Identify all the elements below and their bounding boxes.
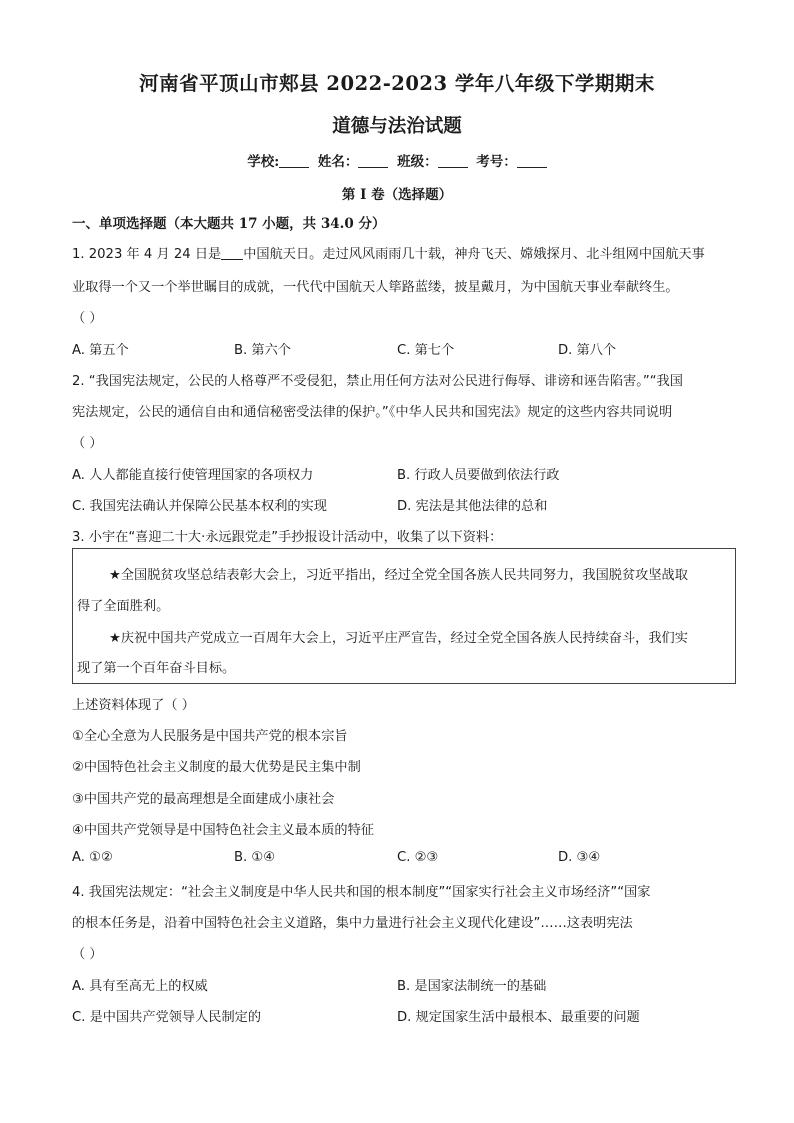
q4-option-b: B. 是国家法制统一的基础 bbox=[397, 979, 547, 994]
q3-option-b: B. ①④ bbox=[234, 850, 276, 865]
part-heading: 第 I 卷（选择题） bbox=[341, 187, 453, 203]
q2-option-d: D. 宪法是其他法律的总和 bbox=[397, 499, 548, 514]
school-blank bbox=[279, 155, 309, 168]
q3-material-box bbox=[72, 548, 736, 684]
exam-number-blank bbox=[517, 155, 547, 168]
q3-intro: 3. 小宇在“喜迎二十大·永远跟党走”手抄报设计活动中，收集了以下资料： bbox=[72, 530, 503, 545]
q3-option-c: C. ②③ bbox=[397, 850, 439, 865]
q2-paren: （ ） bbox=[72, 436, 103, 451]
q2-line1: 2. “我国宪法规定，公民的人格尊严不受侵犯，禁止用任何方法对公民进行侮辱、诽谤和诬告陷害。”“我国 bbox=[72, 374, 683, 389]
q2-option-a: A. 人人都能直接行使管理国家的各项权力 bbox=[72, 468, 314, 483]
section-heading: 一、单项选择题（本大题共 17 小题，共 34.0 分） bbox=[72, 216, 386, 232]
q1-paren: （ ） bbox=[72, 311, 103, 326]
q2-option-c: C. 我国宪法确认并保障公民基本权利的实现 bbox=[72, 499, 327, 514]
q4-line1: 4. 我国宪法规定：“社会主义制度是中华人民共和国的根本制度”“国家实行社会主义市场经济”“国家 bbox=[72, 885, 651, 900]
q4-option-c: C. 是中国共产党领导人民制定的 bbox=[72, 1010, 262, 1025]
q3-material-line4: 现了第一个百年奋斗目标。 bbox=[77, 661, 236, 676]
q4-option-d: D. 规定国家生活中最根本、最重要的问题 bbox=[397, 1010, 640, 1025]
student-info-row bbox=[0, 150, 794, 170]
name-blank bbox=[358, 155, 388, 168]
q1-blank bbox=[221, 247, 243, 260]
q1-line2: 业取得一个又一个举世瞩目的成就，一代代中国航天人筚路蓝缕，披星戴月，为中国航天事业奉献终生。 bbox=[72, 280, 679, 295]
q3-material-line1: ★全国脱贫攻坚总结表彰大会上，习近平指出，经过全党全国各族人民共同努力，我国脱贫攻坚战取 bbox=[109, 568, 688, 583]
q3-option-d: D. ③④ bbox=[558, 850, 601, 865]
q4-option-a: A. 具有至高无上的权威 bbox=[72, 979, 208, 994]
exam-subtitle: 道德与法治试题 bbox=[332, 116, 462, 137]
q1-option-b: B. 第六个 bbox=[234, 343, 291, 358]
q3-item-1: ①全心全意为人民服务是中国共产党的根本宗旨 bbox=[72, 729, 348, 744]
q3-option-a: A. ①② bbox=[72, 850, 113, 865]
class-label: 班级： bbox=[397, 154, 438, 170]
q2-line2: 宪法规定，公民的通信自由和通信秘密受法律的保护。”《中华人民共和国宪法》规定的这些内容共同说明 bbox=[72, 405, 673, 420]
q1-stem-a: 1. 2023 年 4 月 24 日是 bbox=[72, 247, 222, 262]
q3-item-2: ②中国特色社会主义制度的最大优势是民主集中制 bbox=[72, 760, 361, 775]
q4-paren: （ ） bbox=[72, 947, 103, 962]
q1-option-a: A. 第五个 bbox=[72, 343, 129, 358]
q3-ask: 上述资料体现了（ ） bbox=[72, 698, 195, 713]
exam-number-label: 考号： bbox=[476, 154, 517, 170]
q4-line2: 的根本任务是，沿着中国特色社会主义道路，集中力量进行社会主义现代化建设”……这表明宪法 bbox=[72, 916, 633, 931]
exam-title: 河南省平顶山市郏县 2022-2023 学年八年级下学期期末 bbox=[139, 72, 655, 95]
class-blank bbox=[438, 155, 468, 168]
q3-material-line3: ★庆祝中国共产党成立一百周年大会上，习近平庄严宣告，经过全党全国各族人民持续奋斗，我们实 bbox=[109, 631, 688, 646]
school-label: 学校: bbox=[247, 154, 280, 170]
name-label: 姓名： bbox=[317, 154, 359, 170]
q1-line1 bbox=[72, 243, 705, 262]
q3-material-line2: 得了全面胜利。 bbox=[77, 599, 170, 614]
q3-item-3: ③中国共产党的最高理想是全面建成小康社会 bbox=[72, 792, 335, 807]
q2-option-b: B. 行政人员要做到依法行政 bbox=[397, 468, 560, 483]
q1-stem-b: 中国航天日。走过风风雨雨几十载，神舟飞天、嫦娥探月、北斗组网中国航天事 bbox=[243, 247, 705, 262]
q1-option-d: D. 第八个 bbox=[558, 343, 617, 358]
q1-option-c: C. 第七个 bbox=[397, 343, 455, 358]
q3-item-4: ④中国共产党领导是中国特色社会主义最本质的特征 bbox=[72, 823, 374, 838]
